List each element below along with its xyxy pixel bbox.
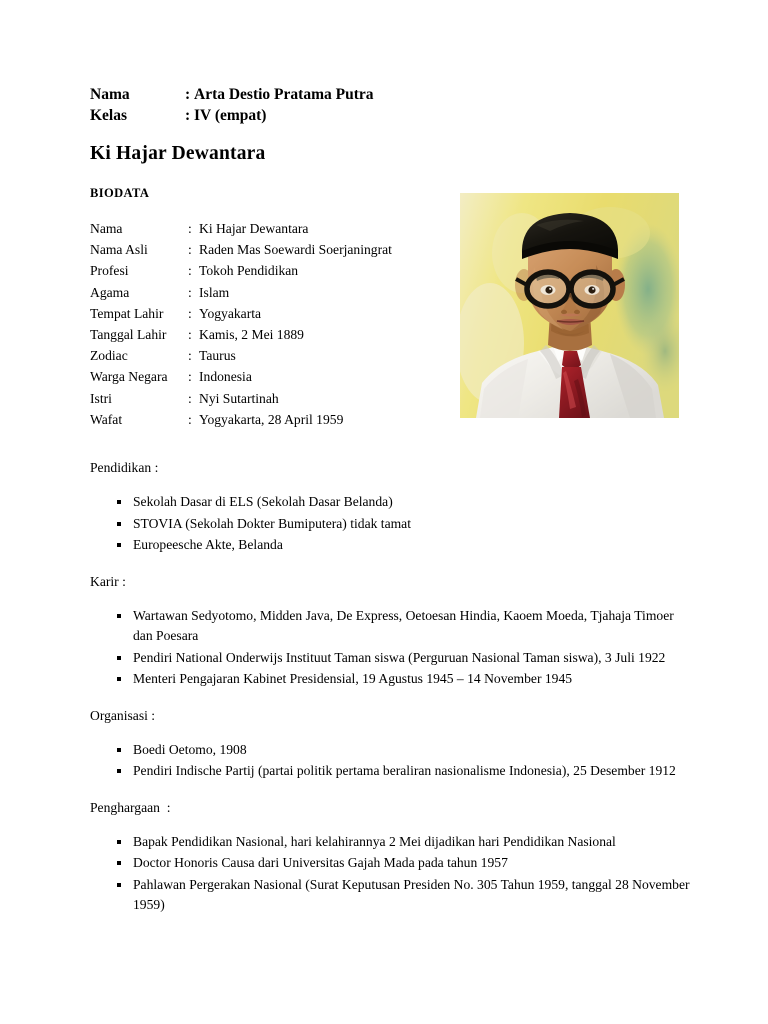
portrait-image (460, 193, 679, 418)
biodata-value: Taurus (199, 348, 236, 364)
list-item: Doctor Honoris Causa dari Universitas Gajah Mada pada tahun 1957 (90, 853, 690, 874)
biodata-label: Tanggal Lahir (90, 327, 167, 343)
biodata-table-body (90, 218, 450, 430)
biodata-label: Nama Asli (90, 242, 148, 258)
section-organisasi-lead: Organisasi : (90, 707, 156, 723)
biodata-separator: : (188, 390, 192, 406)
biodata-value: Ki Hajar Dewantara (199, 221, 309, 236)
section-penghargaan-list (90, 832, 690, 916)
biodata-separator: : (188, 284, 192, 300)
section-organisasi (90, 706, 690, 782)
biodata-separator: : (188, 305, 192, 321)
page-title: Ki Hajar Dewantara (90, 143, 266, 164)
section-karir-list (90, 606, 690, 690)
list-item: Boedi Oetomo, 1908 (90, 740, 690, 761)
biodata-separator: : (188, 411, 192, 427)
biodata-label: Istri (90, 390, 112, 406)
biodata-separator: : (188, 242, 192, 258)
table-row (90, 409, 450, 430)
table-row (90, 239, 450, 260)
portrait-illustration (460, 193, 679, 418)
list-item: Europeesche Akte, Belanda (90, 535, 690, 556)
student-class-label: Kelas (90, 107, 128, 124)
section-penghargaan (90, 798, 690, 916)
table-row (90, 218, 450, 239)
list-item: Pendiri Indische Partij (partai politik pertama beraliran nasionalisme Indonesia), 25 Desember 1912 (90, 761, 690, 782)
biodata-separator: : (188, 369, 192, 385)
biodata-value: Indonesia (199, 369, 252, 385)
biodata-label: Zodiac (90, 348, 128, 364)
list-item: Bapak Pendidikan Nasional, hari kelahirannya 2 Mei dijadikan hari Pendidikan Nasional (90, 832, 690, 853)
list-item: Menteri Pengajaran Kabinet Presidensial, 19 Agustus 1945 – 14 November 1945 (90, 669, 690, 690)
section-pendidikan-list (90, 492, 690, 556)
student-name-separator: : (185, 86, 191, 103)
biodata-value: Yogyakarta (199, 305, 262, 321)
section-karir (90, 572, 690, 690)
student-class-value: IV (empat) (194, 107, 267, 124)
biodata-label: Profesi (90, 263, 129, 279)
section-pendidikan (90, 458, 690, 556)
biodata-separator: : (188, 327, 192, 343)
section-penghargaan-lead: Penghargaan : (90, 799, 171, 815)
table-row (90, 366, 450, 387)
student-name-label: Nama (90, 86, 130, 103)
student-identity-row (90, 105, 690, 126)
biodata-label: Tempat Lahir (90, 305, 164, 321)
section-pendidikan-lead: Pendidikan : (90, 460, 159, 476)
list-item: STOVIA (Sekolah Dokter Bumiputera) tidak tamat (90, 514, 690, 535)
student-name-value: Arta Destio Pratama Putra (194, 86, 374, 103)
table-row (90, 388, 450, 409)
section-karir-lead: Karir : (90, 573, 126, 589)
student-identity-block (90, 84, 690, 126)
biodata-separator: : (188, 263, 192, 279)
biodata-value: Yogyakarta, 28 April 1959 (199, 411, 344, 427)
table-row (90, 282, 450, 303)
biodata-value: Islam (199, 284, 230, 300)
biodata-label: Warga Negara (90, 369, 168, 385)
biodata-separator: : (188, 348, 192, 364)
student-identity-row (90, 84, 690, 105)
list-item: Pendiri National Onderwijs Instituut Taman siswa (Perguruan Nasional Taman siswa), 3 Juli 1922 (90, 648, 690, 669)
biodata-value: Kamis, 2 Mei 1889 (199, 327, 304, 343)
list-item: Sekolah Dasar di ELS (Sekolah Dasar Belanda) (90, 492, 690, 513)
biodata-value: Nyi Sutartinah (199, 390, 279, 406)
biodata-value: Tokoh Pendidikan (199, 263, 299, 279)
list-item: Wartawan Sedyotomo, Midden Java, De Express, Oetoesan Hindia, Kaoem Moeda, Tjahaja Timoer dan Poesara (90, 606, 690, 647)
biodata-value: Raden Mas Soewardi Soerjaningrat (199, 242, 392, 258)
biodata-table (90, 218, 450, 430)
table-row (90, 260, 450, 281)
biodata-label: Wafat (90, 411, 123, 427)
section-organisasi-list (90, 740, 690, 782)
table-row (90, 303, 450, 324)
table-row (90, 324, 450, 345)
biodata-label: Agama (90, 284, 130, 300)
table-row (90, 345, 450, 366)
student-class-separator: : (185, 107, 191, 124)
biodata-heading: BIODATA (90, 186, 150, 200)
biodata-separator: : (188, 221, 192, 236)
list-item: Pahlawan Pergerakan Nasional (Surat Keputusan Presiden No. 305 Tahun 1959, tanggal 28 November 1959) (90, 875, 690, 916)
biodata-label: Nama (90, 221, 123, 236)
